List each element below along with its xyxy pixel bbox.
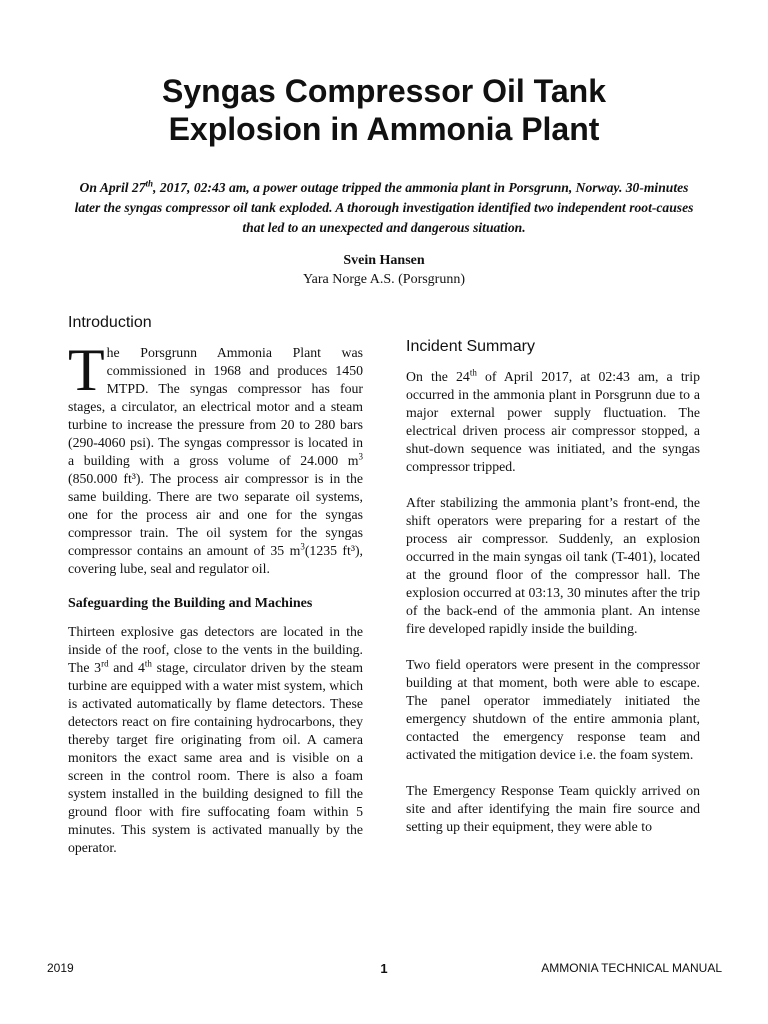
intro-text-a: he Porsgrunn Ammonia Plant was commissioned in 1968 and produces 1450 MTPD. The syngas compressor has four stages, a circulator, an electrical motor and a steam turbine to increase the pressure from 20 to 280 bars (290-4060 psi). The syngas compressor is located in a building with a gross volume of 24.000 m <box>68 345 363 468</box>
safeguard-sup-2: th <box>144 658 152 669</box>
abstract <box>66 178 702 238</box>
safeguarding-paragraph <box>68 623 363 857</box>
author-name: Svein Hansen <box>343 253 425 268</box>
footer-manual-name: AMMONIA TECHNICAL MANUAL <box>541 961 722 975</box>
drop-cap: T <box>68 337 105 403</box>
abstract-sup: th <box>145 178 154 189</box>
safeguard-text-a: Thirteen explosive gas detectors are located in the inside of the roof, close to the vents in the building. The 3 <box>68 624 363 675</box>
footer-year: 2019 <box>47 961 74 975</box>
incident-text-b: of April 2017, at 02:43 am, a trip occurred in the ammonia plant in Porsgrunn due to a major external power supply fluctuation. The electrical driven process air compressor stopped, a shut-down sequence was initiated, and the syngas compressor tripped. <box>406 369 700 474</box>
page-footer <box>0 961 768 977</box>
safeguard-text-b: and 4 <box>108 660 145 675</box>
intro-sup-1: 3 <box>358 451 363 462</box>
safeguard-sup-1: rd <box>101 658 109 669</box>
incident-text-a: On the 24 <box>406 369 470 384</box>
safeguard-text-c: stage, circulator driven by the steam turbine are equipped with a water mist system, which is activated automatically by flame detectors. These detectors react on fire containing hydrocarbons, they thereby target fire originating from oil. A camera monitors the exact same area and is visible on a screen in the control room. There is also a foam system installed in the building designed to fill the ground floor with fire suffocating foam within 5 minutes. This system is activated manually by the operator. <box>68 660 363 855</box>
title-line-1: Syngas Compressor Oil Tank <box>162 73 606 109</box>
incident-paragraph-2: After stabilizing the ammonia plant’s front-end, the shift operators were preparing for a restart of the process air compressor. Suddenly, an explosion occurred in the main syngas oil tank (T-401), located at the ground floor of the compressor hall. The explosion occurred at 03:13, 30 minutes after the trip of the back-end of the ammonia plant. An intense fire developed rapidly inside the building. <box>406 495 700 636</box>
intro-text-c: (1235 ft³), covering lube, seal and regulator oil. <box>68 543 364 576</box>
safeguarding-heading: Safeguarding the Building and Machines <box>68 596 313 611</box>
intro-text-b: (850.000 ft³). The process air compressor is in the same building. There are two separate oil systems, one for the process air and one for the syngas compressor train. The oil system for the syngas compressor contains an amount of 35 m <box>68 471 363 558</box>
introduction-heading: Introduction <box>68 314 152 331</box>
author-affiliation: Yara Norge A.S. (Porsgrunn) <box>302 272 466 287</box>
incident-summary-heading: Incident Summary <box>406 338 535 355</box>
incident-paragraph-4: The Emergency Response Team quickly arrived on site and after identifying the main fire source and setting up their equipment, they were able to <box>406 783 700 834</box>
abstract-text-b: , 2017, 02:43 am, a power outage tripped the ammonia plant in Porsgrunn, Norway. 30-minutes later the syngas compressor oil tank exploded. A thorough investigation identified two independent root-causes that led to an unexpected and dangerous situation. <box>74 180 694 235</box>
intro-sup-2: 3 <box>300 541 305 552</box>
incident-paragraph-1 <box>406 368 700 476</box>
incident-paragraph-3: Two field operators were present in the compressor building at that moment, both were able to escape. The panel operator immediately initiated the emergency shutdown of the entire ammonia plant, contacted the emergency response team and activated the mitigation device i.e. the foam system. <box>406 657 700 762</box>
left-column <box>68 314 363 875</box>
title-line-2: Explosion in Ammonia Plant <box>168 111 600 147</box>
right-column <box>406 338 700 854</box>
incident-sup: th <box>469 367 477 378</box>
page-number: 1 <box>380 961 388 976</box>
paper-title <box>0 72 768 148</box>
abstract-text-a: On April 27 <box>79 180 146 195</box>
introduction-paragraph <box>68 337 364 578</box>
